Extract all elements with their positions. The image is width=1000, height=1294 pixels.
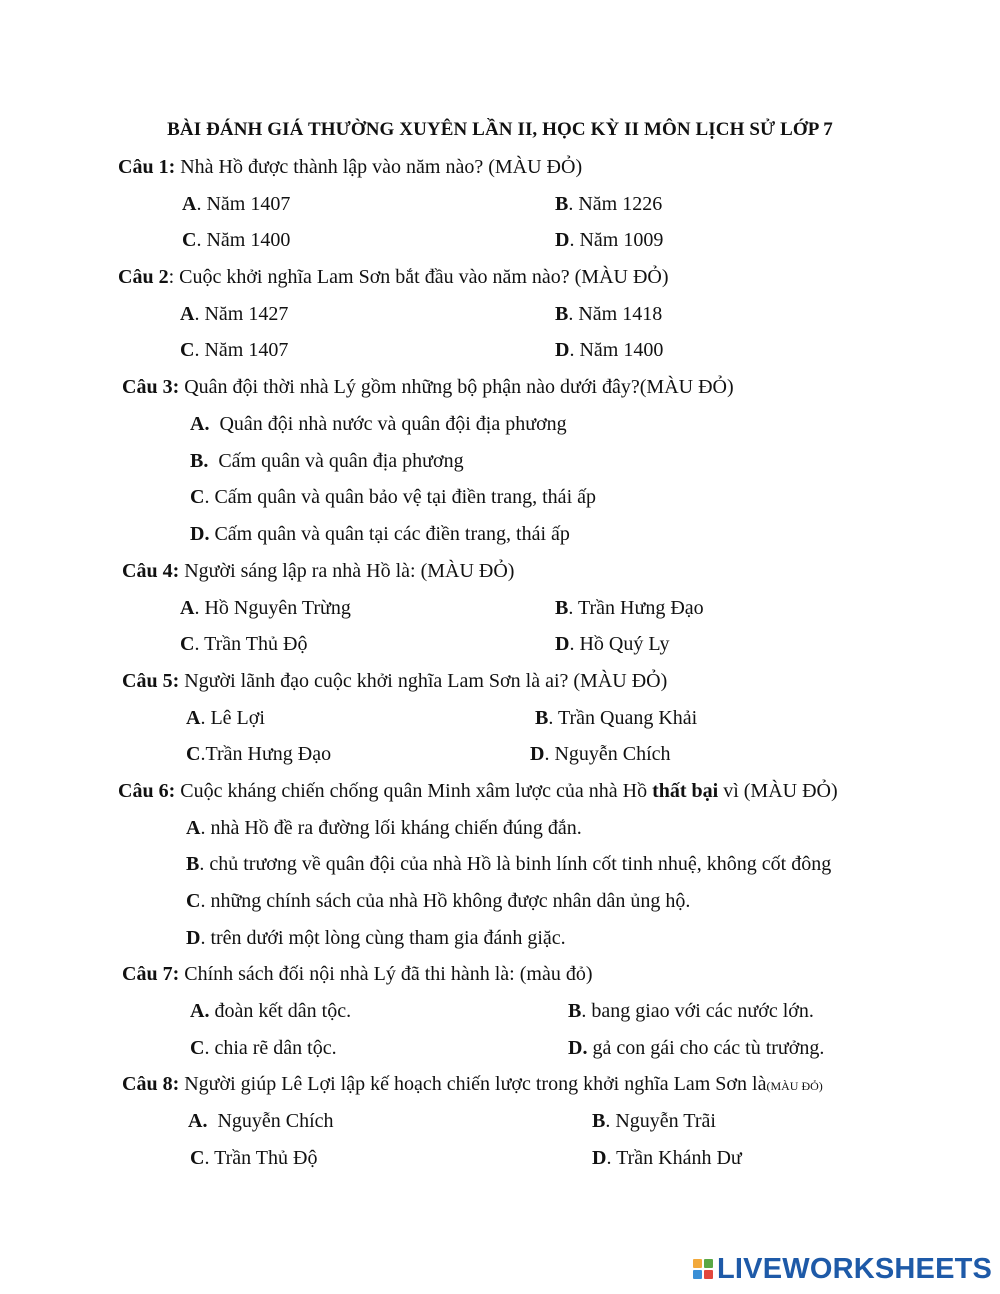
option-2c[interactable]: C. Năm 1407 [180,339,289,361]
option-2b[interactable]: B. Năm 1418 [555,303,663,325]
option-2a[interactable]: A. Năm 1427 [180,303,289,325]
page-title: BÀI ĐÁNH GIÁ THƯỜNG XUYÊN LẦN II, HỌC KỲ II MÔN LỊCH SỬ LỚP 7 [167,119,833,140]
logo-square-icon [693,1259,702,1268]
question-label: Câu 8: [122,1073,180,1095]
option-3c[interactable]: C. Cấm quân và quân bảo vệ tại điền trang, thái ấp [190,486,596,508]
option-4d[interactable]: D. Hồ Quý Ly [555,633,670,655]
question-text: Người lãnh đạo cuộc khởi nghĩa Lam Sơn là ai? (MÀU ĐỎ) [179,670,668,692]
question-label: Câu 4: [122,560,180,582]
option-5d[interactable]: D. Nguyễn Chích [530,743,671,765]
option-6b[interactable]: B. chủ trương về quân đội của nhà Hồ là binh lính cốt tinh nhuệ, không cốt đông [186,853,832,875]
question-text: : Cuộc khởi nghĩa Lam Sơn bắt đầu vào năm nào? (MÀU ĐỎ) [168,266,669,288]
logo-square-icon [693,1270,702,1279]
question-label: Câu 7: [122,963,180,985]
question-emphasis: thất bại [652,780,719,802]
liveworksheets-logo[interactable] [693,1254,992,1284]
question-text: Cuộc kháng chiến chống quân Minh xâm lược của nhà Hồ [175,780,653,802]
option-8b[interactable]: B. Nguyễn Trãi [592,1110,716,1132]
option-8d[interactable]: D. Trần Khánh Dư [592,1147,742,1169]
question-text-end: vì (MÀU ĐỎ) [718,780,838,802]
option-5b[interactable]: B. Trần Quang Khải [535,707,698,729]
option-1b[interactable]: B. Năm 1226 [555,193,663,215]
option-8c[interactable]: C. Trần Thủ Độ [190,1147,318,1169]
question-label: Câu 5: [122,670,180,692]
option-3a[interactable]: A. Quân đội nhà nước và quân đội địa phương [190,413,567,435]
question-label: Câu 2 [118,266,169,288]
option-1c[interactable]: C. Năm 1400 [182,229,291,251]
question-text: Chính sách đối nội nhà Lý đã thi hành là: (màu đỏ) [179,963,593,985]
option-4c[interactable]: C. Trần Thủ Độ [180,633,308,655]
option-3d[interactable]: D. Cấm quân và quân tại các điền trang, thái ấp [190,523,570,545]
option-4a[interactable]: A. Hồ Nguyên Trừng [180,597,351,619]
question-5 [122,669,667,693]
question-8 [122,1072,823,1098]
logo-square-icon [704,1270,713,1279]
question-note: (MÀU ĐỎ) [766,1079,823,1093]
question-label: Câu 3: [122,376,180,398]
option-5c[interactable]: C.Trần Hưng Đạo [186,743,332,765]
question-text: Người sáng lập ra nhà Hồ là: (MÀU ĐỎ) [179,560,515,582]
option-2d[interactable]: D. Năm 1400 [555,339,664,361]
option-7b[interactable]: B. bang giao với các nước lớn. [568,1000,814,1022]
question-6 [118,779,838,803]
question-2 [118,265,669,289]
option-7c[interactable]: C. chia rẽ dân tộc. [190,1037,337,1059]
question-label: Câu 1: [118,156,176,178]
option-7a[interactable]: A. đoàn kết dân tộc. [190,1000,352,1022]
option-8a[interactable]: A. Nguyễn Chích [188,1110,334,1132]
question-text: Quân đội thời nhà Lý gồm những bộ phận nào dưới đây?(MÀU ĐỎ) [179,376,734,398]
option-4b[interactable]: B. Trần Hưng Đạo [555,597,704,619]
question-text: Nhà Hồ được thành lập vào năm nào? (MÀU ĐỎ) [175,156,583,178]
question-1 [118,155,582,179]
logo-mark-icon [693,1259,713,1279]
logo-text: LIVEWORKSHEETS [717,1253,993,1285]
option-7d[interactable]: D. gả con gái cho các tù trưởng. [568,1037,825,1059]
question-label: Câu 6: [118,780,176,802]
option-5a[interactable]: A. Lê Lợi [186,707,265,729]
question-text: Người giúp Lê Lợi lập kế hoạch chiến lược trong khởi nghĩa Lam Sơn là [179,1073,767,1095]
logo-square-icon [704,1259,713,1268]
option-3b[interactable]: B. Cấm quân và quân địa phương [190,450,464,472]
option-1d[interactable]: D. Năm 1009 [555,229,664,251]
option-6d[interactable]: D. trên dưới một lòng cùng tham gia đánh giặc. [186,927,566,949]
question-4 [122,559,514,583]
question-3 [122,375,734,399]
option-6c[interactable]: C. những chính sách của nhà Hồ không được nhân dân ủng hộ. [186,890,691,912]
option-1a[interactable]: A. Năm 1407 [182,193,291,215]
option-6a[interactable]: A. nhà Hồ đề ra đường lối kháng chiến đúng đắn. [186,817,582,839]
question-7 [122,962,593,986]
